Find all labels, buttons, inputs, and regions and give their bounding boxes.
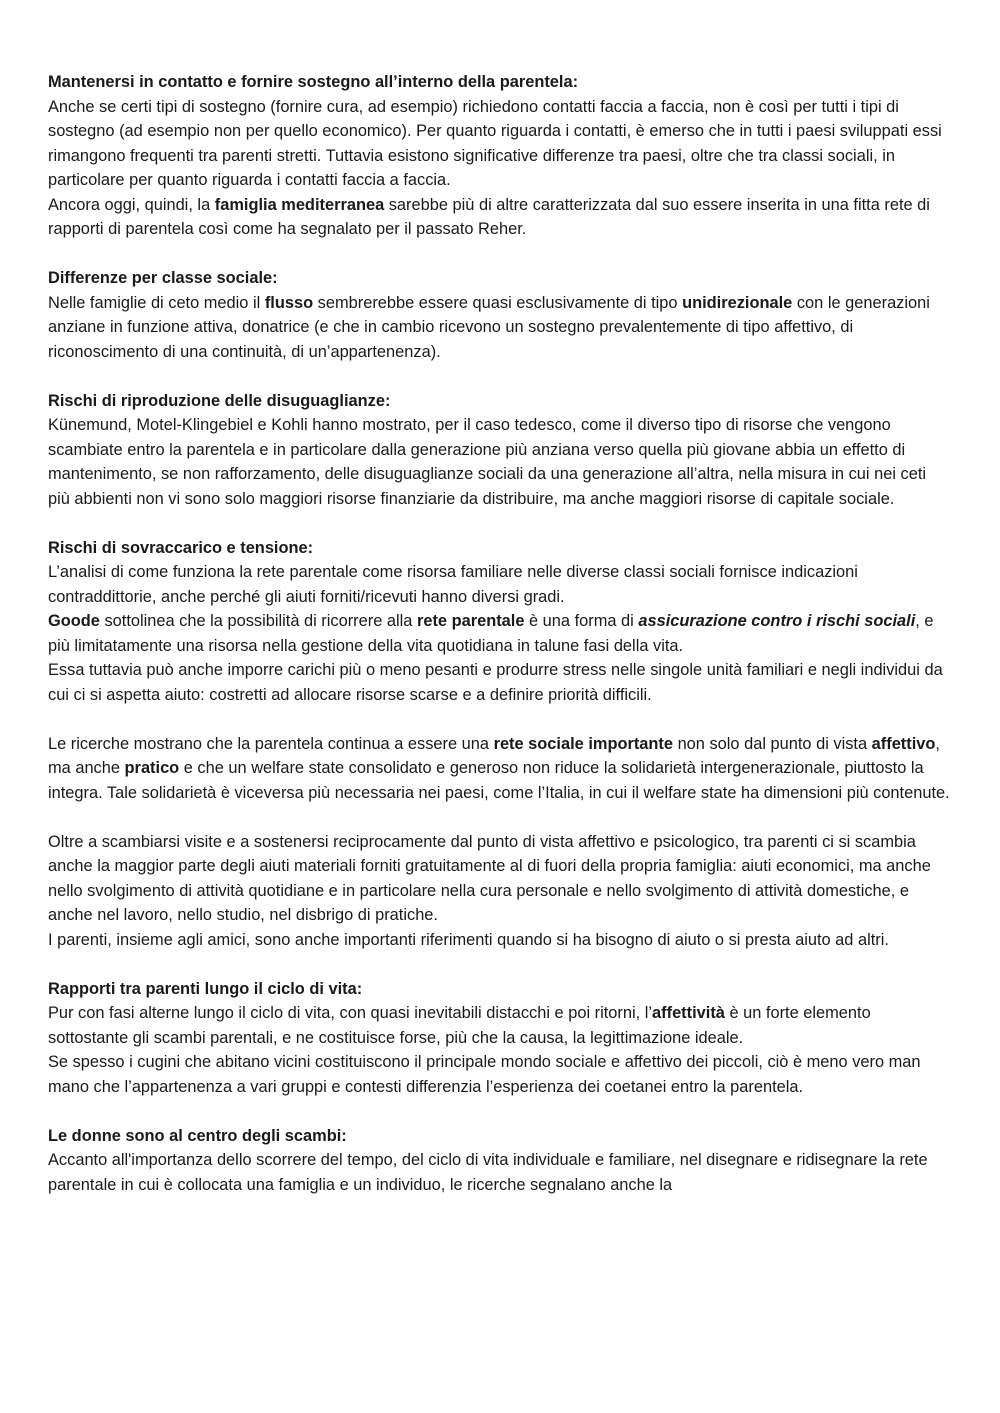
- text-run: Accanto all'importanza dello scorrere del tempo, del ciclo di vita individuale e familiare, nel disegnare e ridisegnare la rete parentale in cui è collocata una famiglia e un individuo, le ricerche segnalano anche la: [48, 1151, 928, 1194]
- section: [48, 830, 952, 953]
- emphasized-text: flusso: [264, 293, 314, 312]
- paragraph: [48, 1001, 952, 1050]
- emphasized-text: assicurazione contro i rischi sociali: [638, 612, 916, 630]
- emphasized-text: unidirezionale: [682, 293, 793, 312]
- section: [48, 266, 952, 364]
- text-run: I parenti, insieme agli amici, sono anche importanti riferimenti quando si ha bisogno di aiuto o si presta aiuto ad altri.: [48, 930, 889, 949]
- text-run: sembrerebbe essere quasi esclusivamente di tipo: [313, 293, 683, 312]
- section-heading: Rapporti tra parenti lungo il ciclo di vita:: [48, 979, 363, 998]
- paragraph: [48, 1148, 952, 1197]
- paragraph: [48, 928, 952, 953]
- text-run: sarebbe più di altre caratterizzata dal suo essere inserita in una fitta rete di rapporti di parentela così come ha segnalato per il passato Reher.: [48, 195, 930, 238]
- emphasized-text: pratico: [124, 759, 180, 777]
- section: [48, 1124, 952, 1198]
- emphasized-text: affettivo: [871, 734, 936, 753]
- paragraph: [48, 95, 952, 193]
- section-heading: Differenze per classe sociale:: [48, 269, 278, 287]
- paragraph: [48, 1050, 952, 1099]
- text-run: è un forte elemento sottostante gli scambi parentali, e ne costituisce forse, più che la causa, la legittimazione ideale.: [48, 1004, 871, 1047]
- section: [48, 732, 952, 806]
- text-run: Essa tuttavia può anche imporre carichi più o meno pesanti e produrre stress nelle singole unità familiari e negli individui da cui ci si aspetta aiuto: costretti ad allocare risorse scarse e a definire priorità difficili.: [48, 661, 943, 704]
- paragraph: [48, 413, 952, 511]
- paragraph: [48, 830, 952, 928]
- section: [48, 70, 952, 242]
- text-run: e che un welfare state consolidato e generoso non riduce la solidarietà intergenerazionale, piuttosto la integra. Tale solidarietà è viceversa più necessaria nei paesi, come l’Italia, in cui il welfare state ha dimensioni più contenute.: [48, 759, 950, 802]
- text-run: non solo dal punto di vista: [673, 734, 872, 753]
- section-heading: Le donne sono al centro degli scambi:: [48, 1126, 347, 1145]
- text-run: è una forma di: [524, 612, 639, 630]
- text-run: Anche se certi tipi di sostegno (fornire cura, ad esempio) richiedono contatti faccia a faccia, non è così per tutti i tipi di sostegno (ad esempio non per quello economico). Per quanto riguarda i contatti, è emerso che in tutti i paesi sviluppati essi rimangono frequenti tra parenti stretti. Tuttavia esistono significative differenze tra paesi, oltre che tra classi sociali, in particolare per quanto riguarda i contatti faccia a faccia.: [48, 97, 942, 189]
- paragraph: [48, 658, 952, 707]
- text-run: , ma anche: [48, 734, 940, 777]
- text-run: Le ricerche mostrano che la parentela continua a essere una: [48, 734, 494, 753]
- text-run: , e più limitatamente una risorsa nella gestione della vita quotidiana in talune fasi della vita.: [48, 612, 934, 655]
- section-heading: Rischi di riproduzione delle disuguaglianze:: [48, 391, 391, 410]
- text-run: Nelle famiglie di ceto medio il: [48, 293, 265, 312]
- emphasized-text: Goode: [48, 612, 100, 630]
- text-run: sottolinea che la possibilità di ricorrere alla: [99, 612, 417, 630]
- paragraph: [48, 291, 952, 365]
- section-heading: Rischi di sovraccarico e tensione:: [48, 538, 314, 557]
- paragraph: [48, 609, 952, 658]
- emphasized-text: famiglia mediterranea: [214, 195, 385, 214]
- emphasized-text: affettività: [652, 1004, 725, 1022]
- section: [48, 536, 952, 708]
- text-run: Pur con fasi alterne lungo il ciclo di vita, con quasi inevitabili distacchi e poi ritorni, l’: [48, 1004, 653, 1022]
- section: [48, 977, 952, 1100]
- text-run: Oltre a scambiarsi visite e a sostenersi reciprocamente dal punto di vista affettivo e psicologico, tra parenti ci si scambia anche la maggior parte degli aiuti materiali forniti gratuitamente al di fuori della propria famiglia: aiuti economici, ma anche nello svolgimento di attività quotidiane e in particolare nella cura personale e nello svolgimento di attività domestiche, e anche nel lavoro, nello studio, nel disbrigo di pratiche.: [48, 832, 931, 924]
- paragraph: [48, 560, 952, 609]
- section-heading: Mantenersi in contatto e fornire sostegno all’interno della parentela:: [48, 73, 579, 91]
- paragraph: [48, 193, 952, 242]
- text-run: Se spesso i cugini che abitano vicini costituiscono il principale mondo sociale e affettivo dei piccoli, ciò è meno vero man mano che l’appartenenza a vari gruppi e contesti differenzia l’esperienza dei coetanei entro la parentela.: [48, 1053, 921, 1096]
- emphasized-text: rete sociale importante: [493, 734, 674, 753]
- section: [48, 389, 952, 512]
- text-run: Künemund, Motel-Klingebiel e Kohli hanno mostrato, per il caso tedesco, come il diverso tipo di risorse che vengono scambiate entro la parentela e in particolare dalla generazione più anziana verso quella più giovane abbia un effetto di mantenimento, se non rafforzamento, delle disuguaglianze sociali da una generazione all’altra, nella misura in cui nei ceti più abbienti non vi sono solo maggiori risorse finanziarie da distribuire, ma anche maggiori risorse di capitale sociale.: [48, 416, 927, 508]
- text-run: con le generazioni anziane in funzione attiva, donatrice (e che in cambio ricevono un sostegno prevalentemente di tipo affettivo, di riconoscimento di una continuità, di un’appartenenza).: [48, 293, 930, 361]
- paragraph: [48, 732, 952, 806]
- emphasized-text: rete parentale: [416, 612, 525, 630]
- text-run: Ancora oggi, quindi, la: [48, 195, 215, 214]
- text-run: L’analisi di come funziona la rete parentale come risorsa familiare nelle diverse classi sociali fornisce indicazioni contraddittorie, anche perché gli aiuti forniti/ricevuti hanno diversi gradi.: [48, 563, 858, 606]
